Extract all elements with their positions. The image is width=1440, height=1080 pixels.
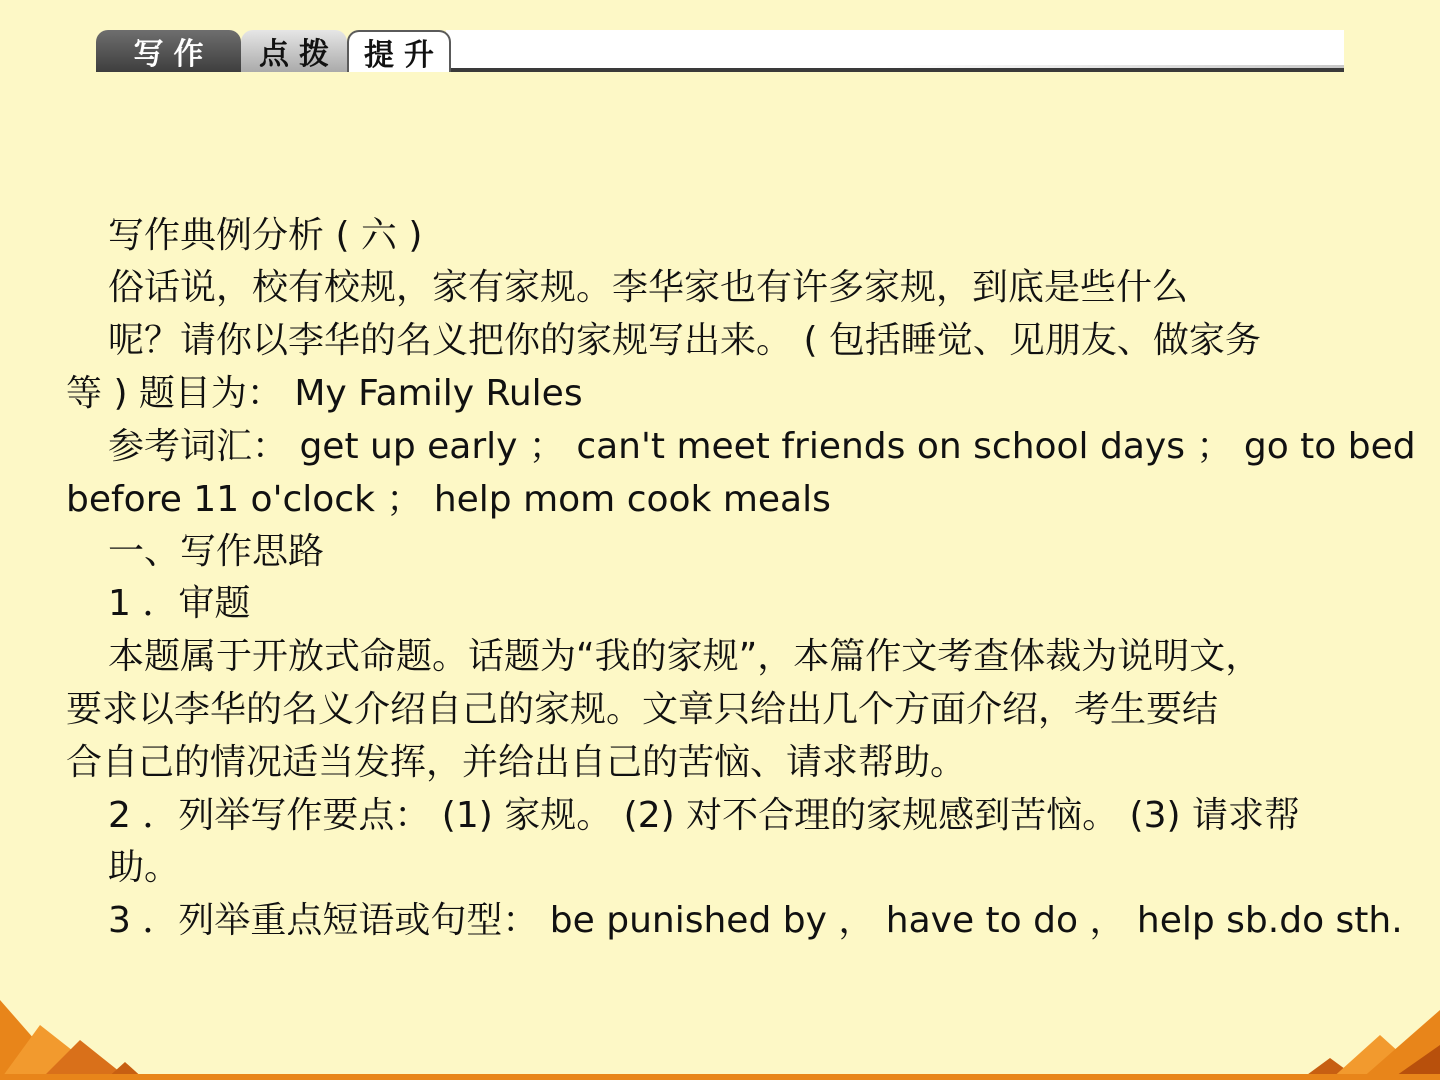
analysis-line-2: 要求以李华的名义介绍自己的家规。文章只给出几个方面介绍，考生要结 xyxy=(66,689,1219,730)
step-1-heading: 1 ．审题 xyxy=(108,583,251,624)
section-title: 写作典例分析 ( 六 ) xyxy=(108,215,423,256)
step-2-line-2: 助。 xyxy=(108,847,181,888)
prompt-line-2: 呢？请你以李华的名义把你的家规写出来。 ( 包括睡觉、见朋友、做家务 xyxy=(108,320,1261,361)
step-2-line-1: 2 ．列举写作要点： (1) 家规。 (2) 对不合理的家规感到苦恼。 (3) 请求帮 xyxy=(108,795,1300,836)
heading-writing-approach: 一、写作思路 xyxy=(108,531,325,572)
tab-improvement[interactable]: 提升 xyxy=(347,30,451,72)
analysis-line-1: 本题属于开放式命题。话题为“我的家规”，本篇作文考查体裁为说明文， xyxy=(108,636,1262,677)
vocab-line-1: 参考词汇： get up early ； can't meet friends on school days ； go to bed xyxy=(108,426,1416,467)
analysis-line-3: 合自己的情况适当发挥，并给出自己的苦恼、请求帮助。 xyxy=(66,742,967,783)
footer-triangles xyxy=(0,990,1440,1080)
vocab-line-2: before 11 o'clock ； help mom cook meals xyxy=(66,479,831,520)
prompt-line-3: 等 ) 题目为： My Family Rules xyxy=(66,373,583,414)
tab-guidance[interactable]: 点拨 xyxy=(241,30,347,72)
prompt-line-1: 俗话说，校有校规，家有家规。李华家也有许多家规，到底是些什么 xyxy=(108,267,1189,308)
tab-writing[interactable]: 写作 xyxy=(96,30,241,72)
footer-decoration xyxy=(0,990,1440,1080)
step-3-line: 3 ．列举重点短语或句型： be punished by ， have to do ， help sb.do sth. xyxy=(108,900,1403,941)
